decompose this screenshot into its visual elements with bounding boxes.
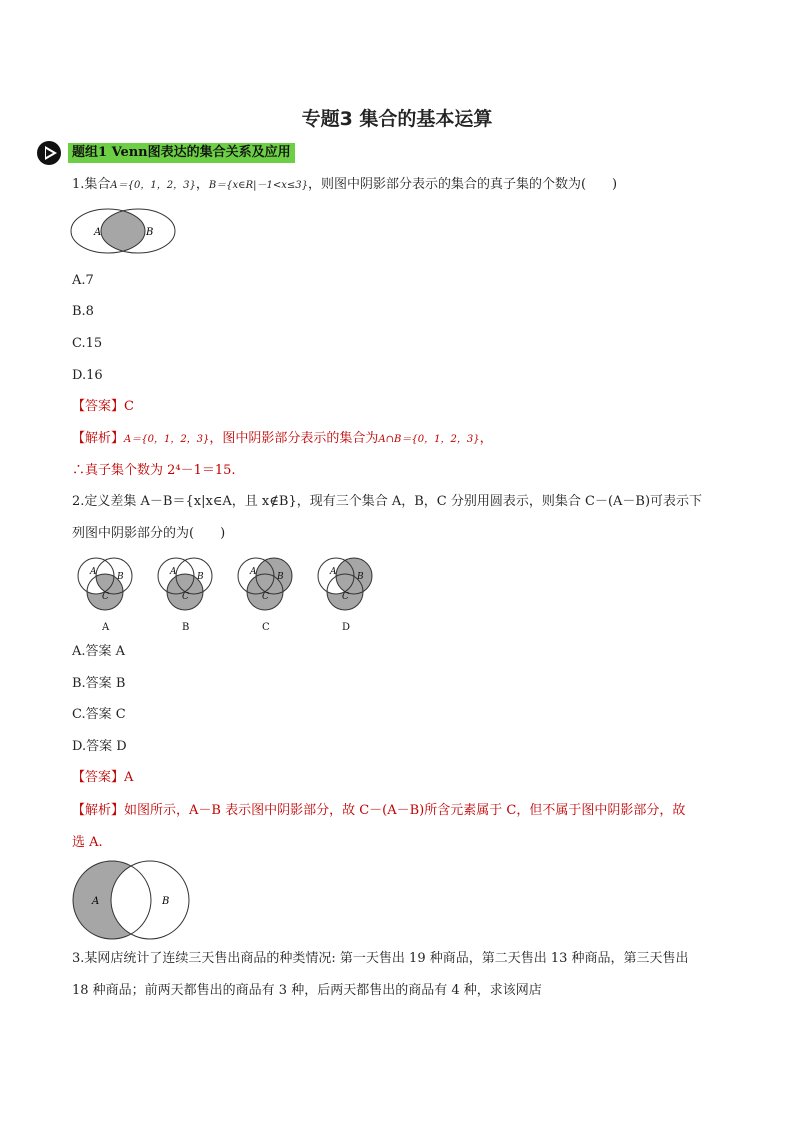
q1-analysis-text: ，图中阴影部分表示的集合为 (209, 431, 379, 446)
q2-figure-c-label-b: B (277, 572, 284, 582)
q2-figure-caption: D (342, 622, 351, 633)
q1-analysis-line1 (72, 430, 493, 449)
q2-figure-d (318, 558, 372, 633)
q2-figure-b-label-c: C (182, 592, 189, 602)
q2-answer-value: A (124, 770, 134, 785)
q2-figure-d-label-b: B (357, 572, 364, 582)
q1-stem-suffix: ，则图中阴影部分表示的集合的真子集的个数为( ) (307, 177, 618, 192)
q2-figure-a-label-a: A (90, 567, 97, 577)
q2-option-d: D.答案 D (72, 739, 127, 754)
q2-big-label-b: B (162, 896, 170, 907)
q1-analysis-tag: 【解析】 (72, 431, 125, 446)
q2-analysis-text: 如图所示，A－B 表示图中阴影部分，故 C－(A－B)所含元素属于 C，但不属于图中阴影部分，故 (124, 803, 686, 818)
q2-figure-caption: A (102, 622, 110, 633)
page-title: 专题3 集合的基本运算 (301, 108, 493, 130)
q1-analysis-comma: ， (479, 431, 493, 446)
q1-venn-label-a: A (94, 227, 102, 238)
q2-analysis-tag: 【解析】 (72, 803, 125, 818)
q2-analysis-line2: 选 A. (72, 835, 103, 850)
q2-figure-a-label-b: B (117, 572, 124, 582)
q2-answer-tag: 【答案】 (72, 770, 125, 785)
q2-option-a: A.答案 A (72, 644, 126, 659)
q1-set-a: A＝{0，1，2，3} (110, 180, 196, 191)
q2-stem-line2: 列图中阴影部分的为( ) (72, 526, 226, 541)
q2-big-venn-diagram (72, 858, 192, 942)
play-arrow-icon (36, 140, 62, 166)
q2-figure-a-label-c: C (102, 592, 109, 602)
q2-analysis-line1 (72, 802, 685, 820)
q2-figure-d-label-c: C (342, 592, 349, 602)
q1-answer-tag: 【答案】 (72, 399, 125, 414)
q1-set-b: B＝{x∈R|－1<x≤3} (208, 180, 308, 191)
q1-venn-diagram (70, 206, 180, 258)
q2-figure-b-label-b: B (197, 572, 204, 582)
q2-figure-a (78, 558, 132, 633)
q1-option-d: D.16 (72, 368, 103, 383)
q2-figure-b-label-a: A (170, 567, 177, 577)
q2-figure-d-label-a: A (330, 567, 337, 577)
q3-stem-line2: 18 种商品；前两天都售出的商品有 3 种，后两天都售出的商品有 4 种，求该网店 (72, 983, 542, 998)
q2-venn-figures (68, 556, 388, 634)
q2-answer (72, 769, 133, 787)
q2-option-c: C.答案 C (72, 707, 126, 722)
q1-option-b: B.8 (72, 304, 94, 319)
q1-option-c: C.15 (72, 336, 103, 351)
q1-stem-prefix: 1.集合 (72, 177, 111, 192)
q1-venn-label-b: B (146, 227, 154, 238)
q1-stem (72, 176, 617, 195)
q2-figure-caption: C (262, 622, 270, 633)
q1-answer-value: C (124, 399, 134, 414)
q1-answer (72, 398, 134, 416)
q2-big-label-a: A (92, 896, 100, 907)
q1-analysis-intersection: A∩B＝{0，1，2，3} (378, 434, 480, 445)
q1-option-a: A.7 (72, 273, 94, 288)
q1-stem-sep: ， (195, 177, 209, 192)
q2-figure-b (158, 558, 212, 633)
q2-figure-c-label-a: A (250, 567, 257, 577)
q2-option-b: B.答案 B (72, 676, 126, 691)
q2-figure-c (238, 558, 292, 633)
q2-figure-caption: B (182, 622, 190, 633)
q2-figure-c-label-c: C (262, 592, 269, 602)
q1-analysis-set-a: A＝{0，1，2，3} (124, 434, 210, 445)
q3-stem-line1: 3.某网店统计了连续三天售出商品的种类情况: 第一天售出 19 种商品，第二天售出 13 种商品，第三天售出 (72, 951, 689, 966)
q2-stem-line1: 2.定义差集 A－B＝{x|x∈A，且 x∉B}，现有三个集合 A，B，C 分别用圆表示，则集合 C－(A－B)可表示下 (72, 494, 703, 509)
q1-analysis-line2: ∴真子集个数为 2⁴－1＝15. (72, 463, 236, 478)
section-heading: 题组1 Venn图表达的集合关系及应用 (68, 143, 295, 163)
